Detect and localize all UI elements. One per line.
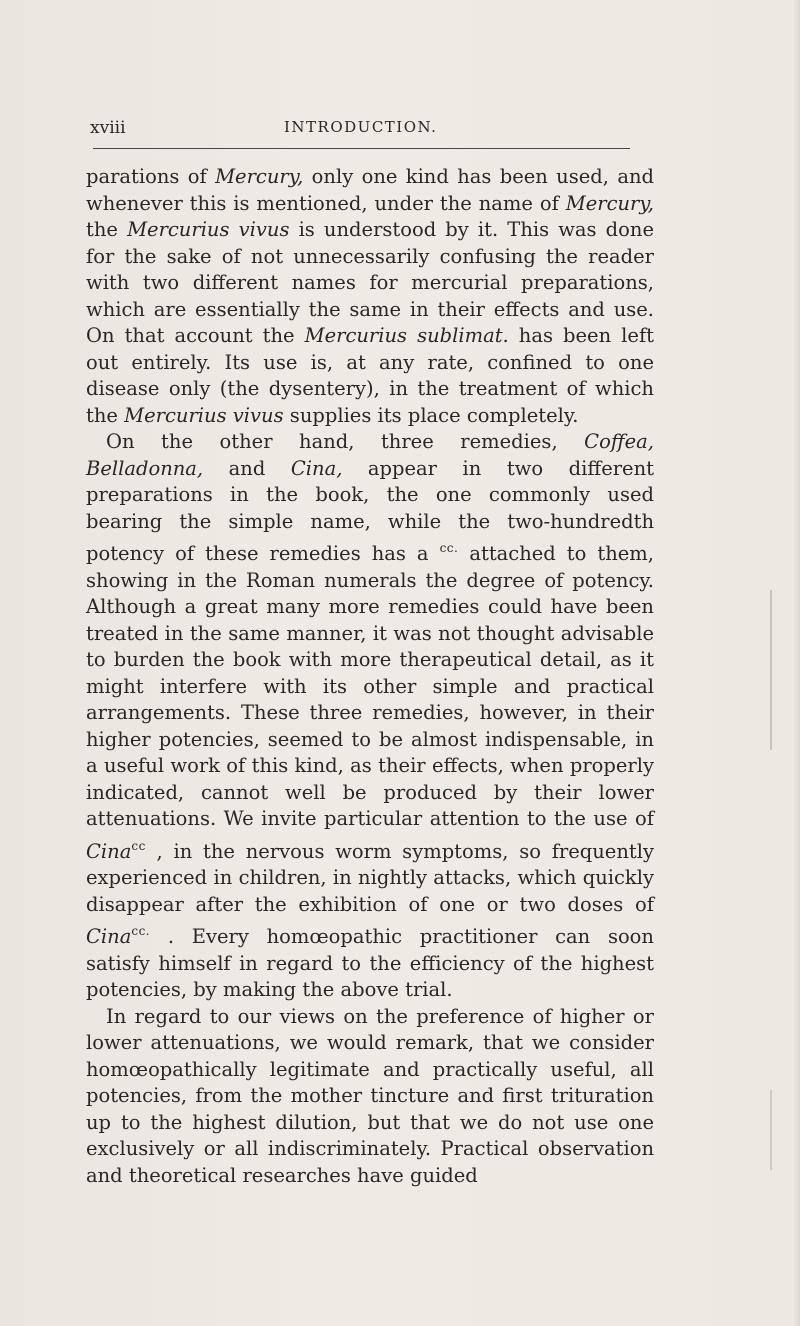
- text-run: . Every homœopathic practitioner can soon satisfy himself in regard to the efficiency of the highest potencies, by making the above trial.: [86, 925, 654, 1001]
- italic-term: Cina: [86, 925, 132, 948]
- paragraph-2: [86, 429, 654, 1004]
- running-header: [90, 118, 730, 138]
- page-shadow: [770, 590, 772, 750]
- page-shadow: [770, 1090, 772, 1170]
- italic-term: Cina: [86, 839, 132, 863]
- potency-superscript: cc.: [131, 924, 151, 938]
- text-run: parations of: [86, 165, 216, 188]
- potency-superscript: cc: [131, 838, 146, 853]
- page-edge: [794, 0, 800, 1326]
- text-run: , in the nervous worm symptoms, so frequently experienced in children, in nightly attacks, which quickly disappear after the exhibition of one or two doses of: [86, 839, 654, 916]
- text-run: is understood by it. This was done for the sake of not unnecessarily confusing the reader with two different names for mercurial preparations, which are essentially the same in their effects and use. On that account the: [86, 218, 654, 347]
- text-run: has been left out entirely. Its use is, at any rate, confined to one disease only (the dysentery), in the treatment of which the: [86, 324, 654, 427]
- paragraph-1: [86, 164, 654, 429]
- text-run: In regard to our views on the preference of higher or lower attenuations, we would remark, that we consider homœopathically legitimate and practically useful, all potencies, from the mother tincture and first trituration up to the highest dilution, but that we do not use one exclusively or all indiscriminately. Practical observation and theoretical researches have guided: [86, 1004, 654, 1187]
- text-run: On the other hand, three remedies,: [106, 430, 585, 453]
- text-run: the: [86, 218, 128, 241]
- page-number: xviii: [90, 118, 126, 138]
- potency-superscript: cc.: [439, 541, 459, 555]
- text-run: and: [203, 456, 291, 480]
- italic-term: Coffea, Belladonna,: [86, 430, 654, 480]
- paragraph-3: [86, 1004, 654, 1190]
- running-title: INTRODUCTION.: [284, 118, 438, 136]
- italic-term: Mercury,: [215, 165, 304, 188]
- body-text: [86, 164, 654, 1189]
- italic-term: Mercury,: [565, 191, 654, 215]
- text-run: attached to them, showing in the Roman numerals the degree of potency. Although a great many more remedies could have been treated in the same manner, it was not thought advisable to burden the book with more therapeutical detail, as it might interfere with its other simple and practical arrangements. These three remedies, however, in their higher potencies, seemed to be almost indispensable, in a useful work of this kind, as their effects, when properly indicated, cannot well be produced by their lower attenuations. We invite particular attention to the use of: [86, 542, 654, 830]
- italic-term: Cina,: [290, 456, 343, 480]
- italic-term: Mercurius vivus: [127, 218, 290, 241]
- text-run: only one kind has been used, and whenever this is mentioned, under the name of: [86, 165, 654, 215]
- italic-term: Mercurius vivus: [124, 403, 284, 427]
- header-rule: [93, 148, 630, 149]
- italic-term: Mercurius sublimat.: [304, 324, 509, 347]
- text-run: appear in two different preparations in the book, the one commonly used bearing the simple name, while the two-hundredth potency of these remedies has a: [86, 456, 654, 565]
- text-run: supplies its place completely.: [283, 403, 579, 427]
